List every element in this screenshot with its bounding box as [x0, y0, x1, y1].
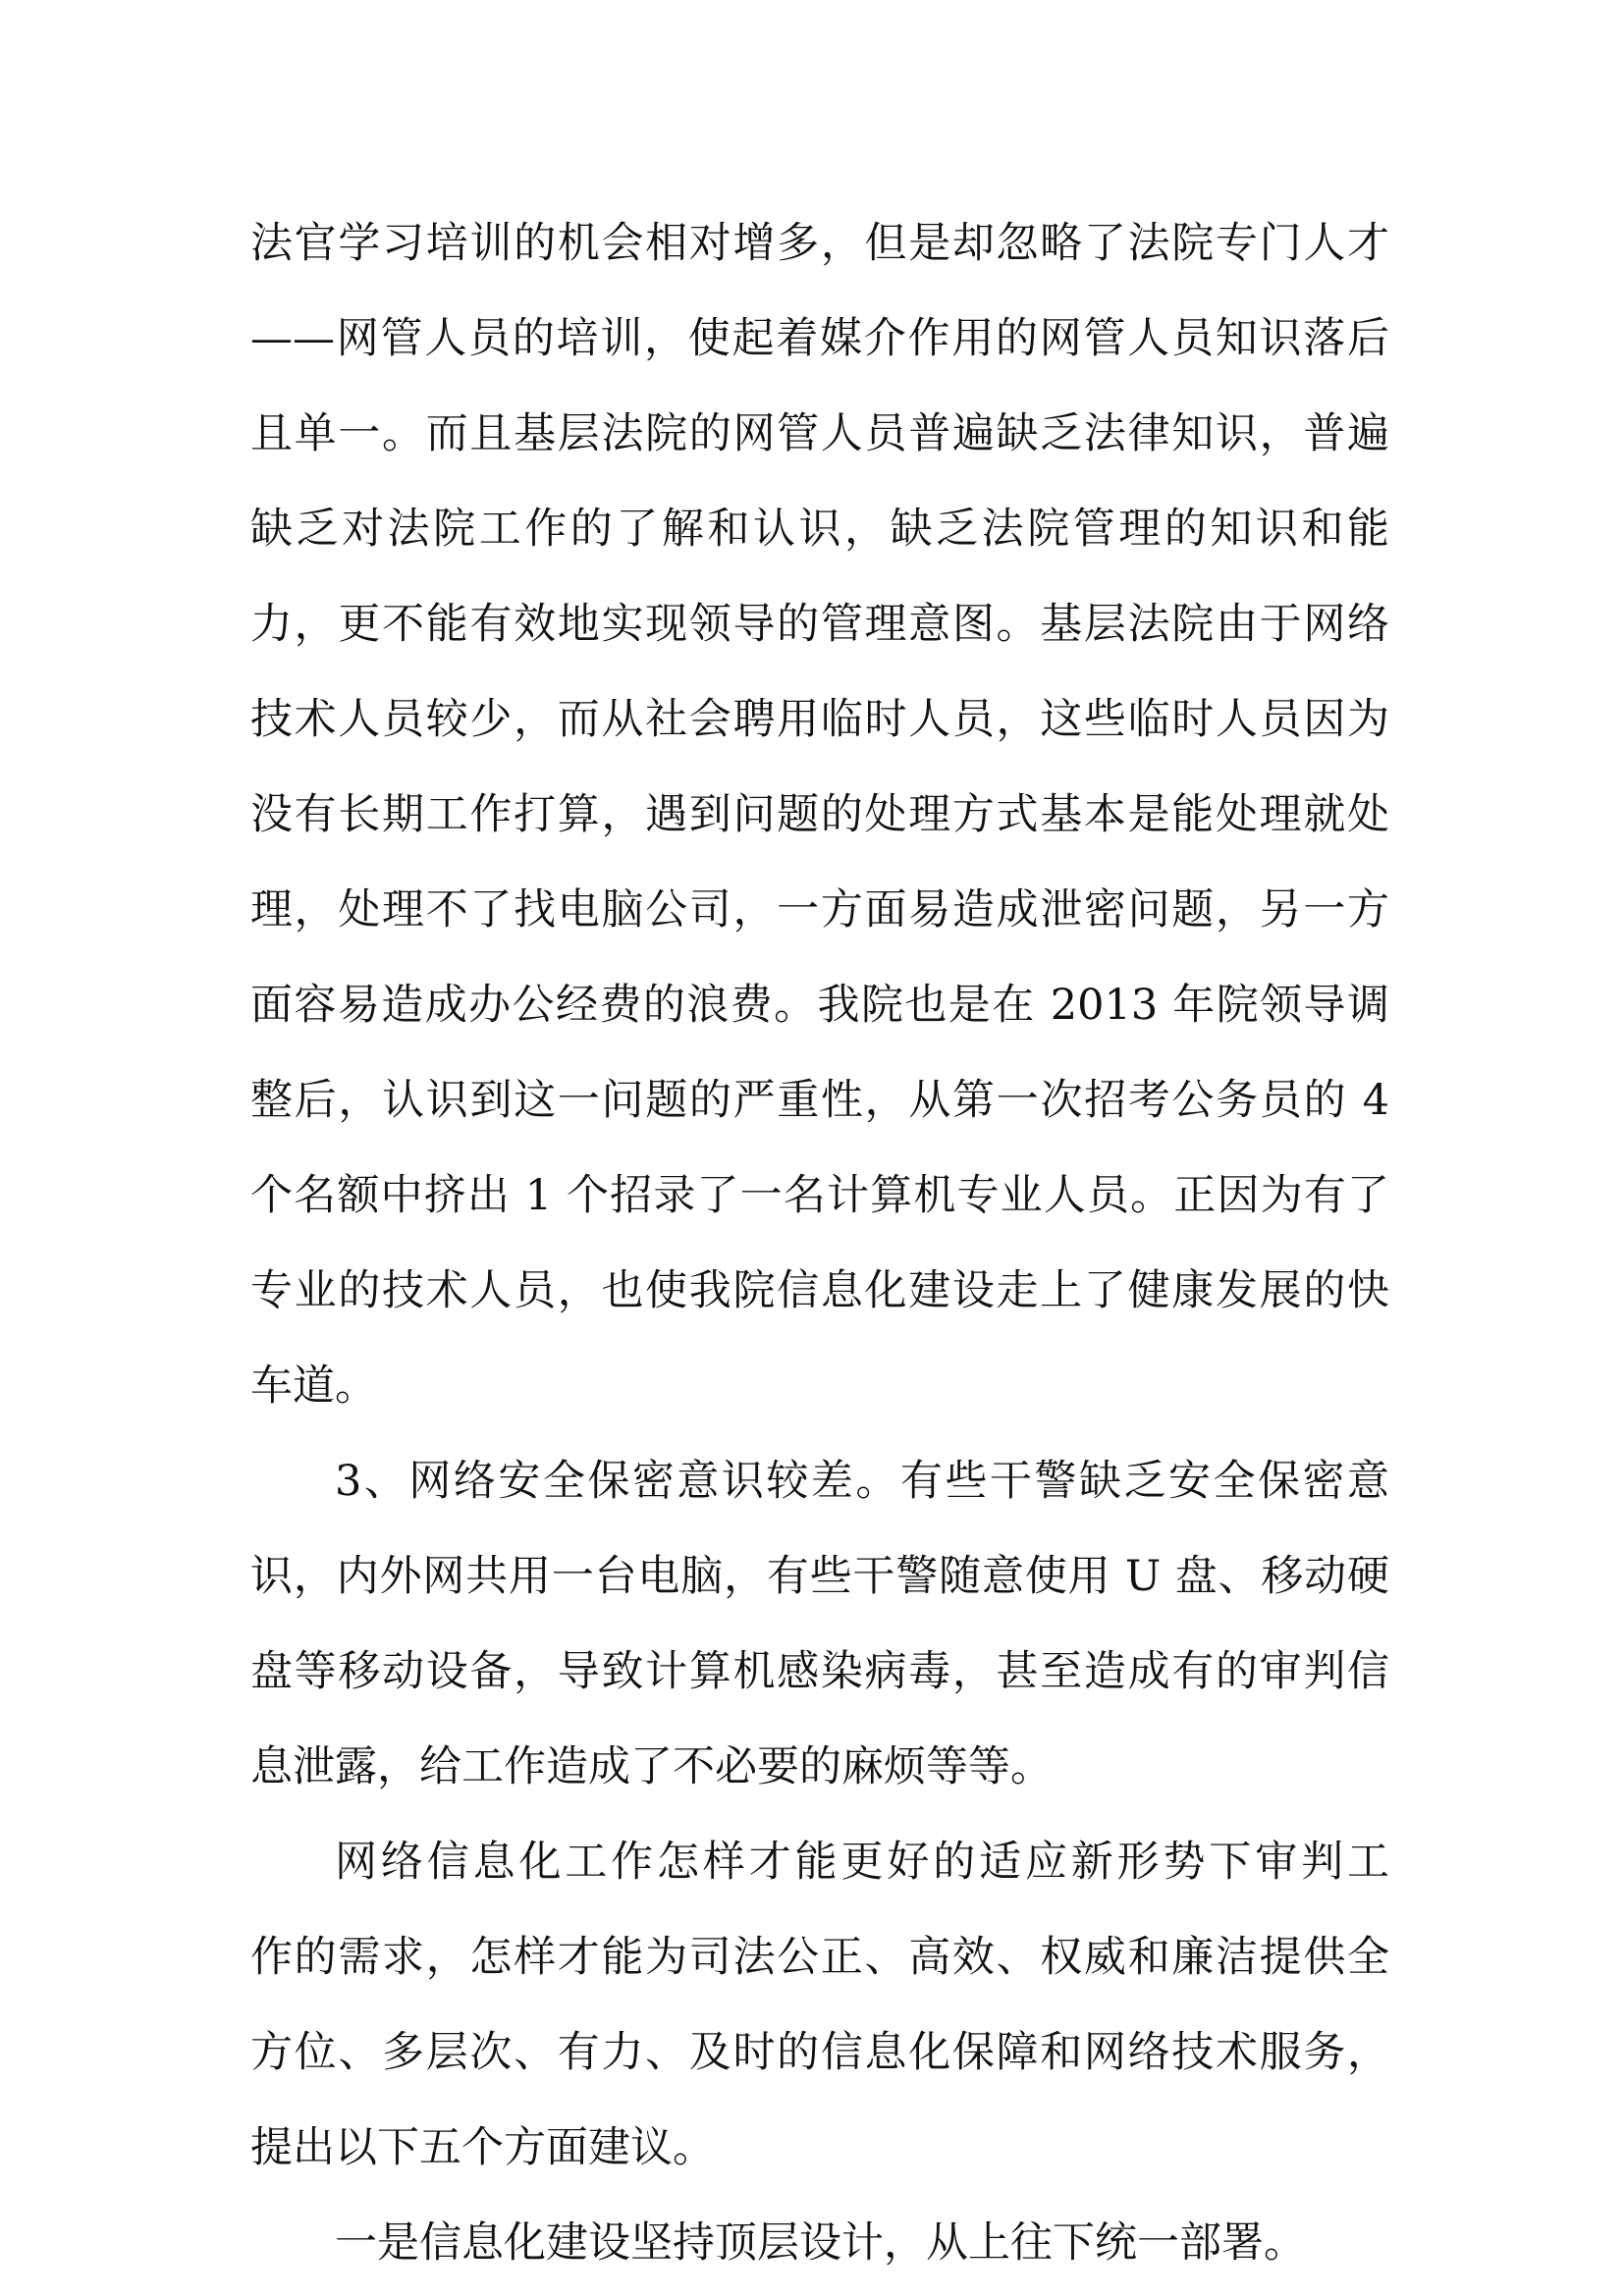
text-line: ——网管人员的培训，使起着媒介作用的网管人员知识落后 [250, 314, 1389, 363]
text-line: 3、网络安全保密意识较差。有些干警缺乏安全保密意 [335, 1457, 1389, 1506]
text-line: 作的需求，怎样才能为司法公正、高效、权威和廉洁提供全 [250, 1933, 1389, 1982]
text-line: 且单一。而且基层法院的网管人员普遍缺乏法律知识，普遍 [250, 409, 1389, 458]
text-line: 息泄露，给工作造成了不必要的麻烦等等。 [250, 1742, 1053, 1791]
text-line: 整后，认识到这一问题的严重性，从第一次招考公务员的 4 [250, 1076, 1389, 1125]
text-line: 面容易造成办公经费的浪费。我院也是在 2013 年院领导调 [250, 981, 1389, 1030]
text-line: 法官学习培训的机会相对增多，但是却忽略了法院专门人才 [250, 219, 1389, 268]
text-line: 盘等移动设备，导致计算机感染病毒，甚至造成有的审判信 [250, 1647, 1389, 1696]
text-line: 没有长期工作打算，遇到问题的处理方式基本是能处理就处 [250, 790, 1389, 839]
text-line: 一是信息化建设坚持顶层设计，从上往下统一部署。 [335, 2218, 1306, 2268]
text-line: 缺乏对法院工作的了解和认识，缺乏法院管理的知识和能 [250, 505, 1389, 554]
text-line: 个名额中挤出 1 个招录了一名计算机专业人员。正因为有了 [250, 1171, 1389, 1220]
text-line: 识，内外网共用一台电脑，有些干警随意使用 U 盘、移动硬 [250, 1552, 1389, 1601]
text-line: 提出以下五个方面建议。 [250, 2123, 715, 2172]
paragraph-1 [250, 196, 1389, 1434]
text-line: 网络信息化工作怎样才能更好的适应新形势下审判工 [335, 1838, 1389, 1887]
paragraph-2 [250, 1434, 1389, 1815]
text-line: 方位、多层次、有力、及时的信息化保障和网络技术服务， [250, 2028, 1389, 2077]
paragraph-3 [250, 1815, 1389, 2196]
document-body [250, 196, 1389, 2291]
text-line: 技术人员较少，而从社会聘用临时人员，这些临时人员因为 [250, 695, 1389, 744]
text-line: 理，处理不了找电脑公司，一方面易造成泄密问题，另一方 [250, 885, 1389, 934]
paragraph-4 [250, 2196, 1389, 2291]
text-line: 专业的技术人员，也使我院信息化建设走上了健康发展的快 [250, 1266, 1389, 1315]
text-line: 力，更不能有效地实现领导的管理意图。基层法院由于网络 [250, 600, 1389, 649]
text-line: 车道。 [250, 1362, 377, 1411]
